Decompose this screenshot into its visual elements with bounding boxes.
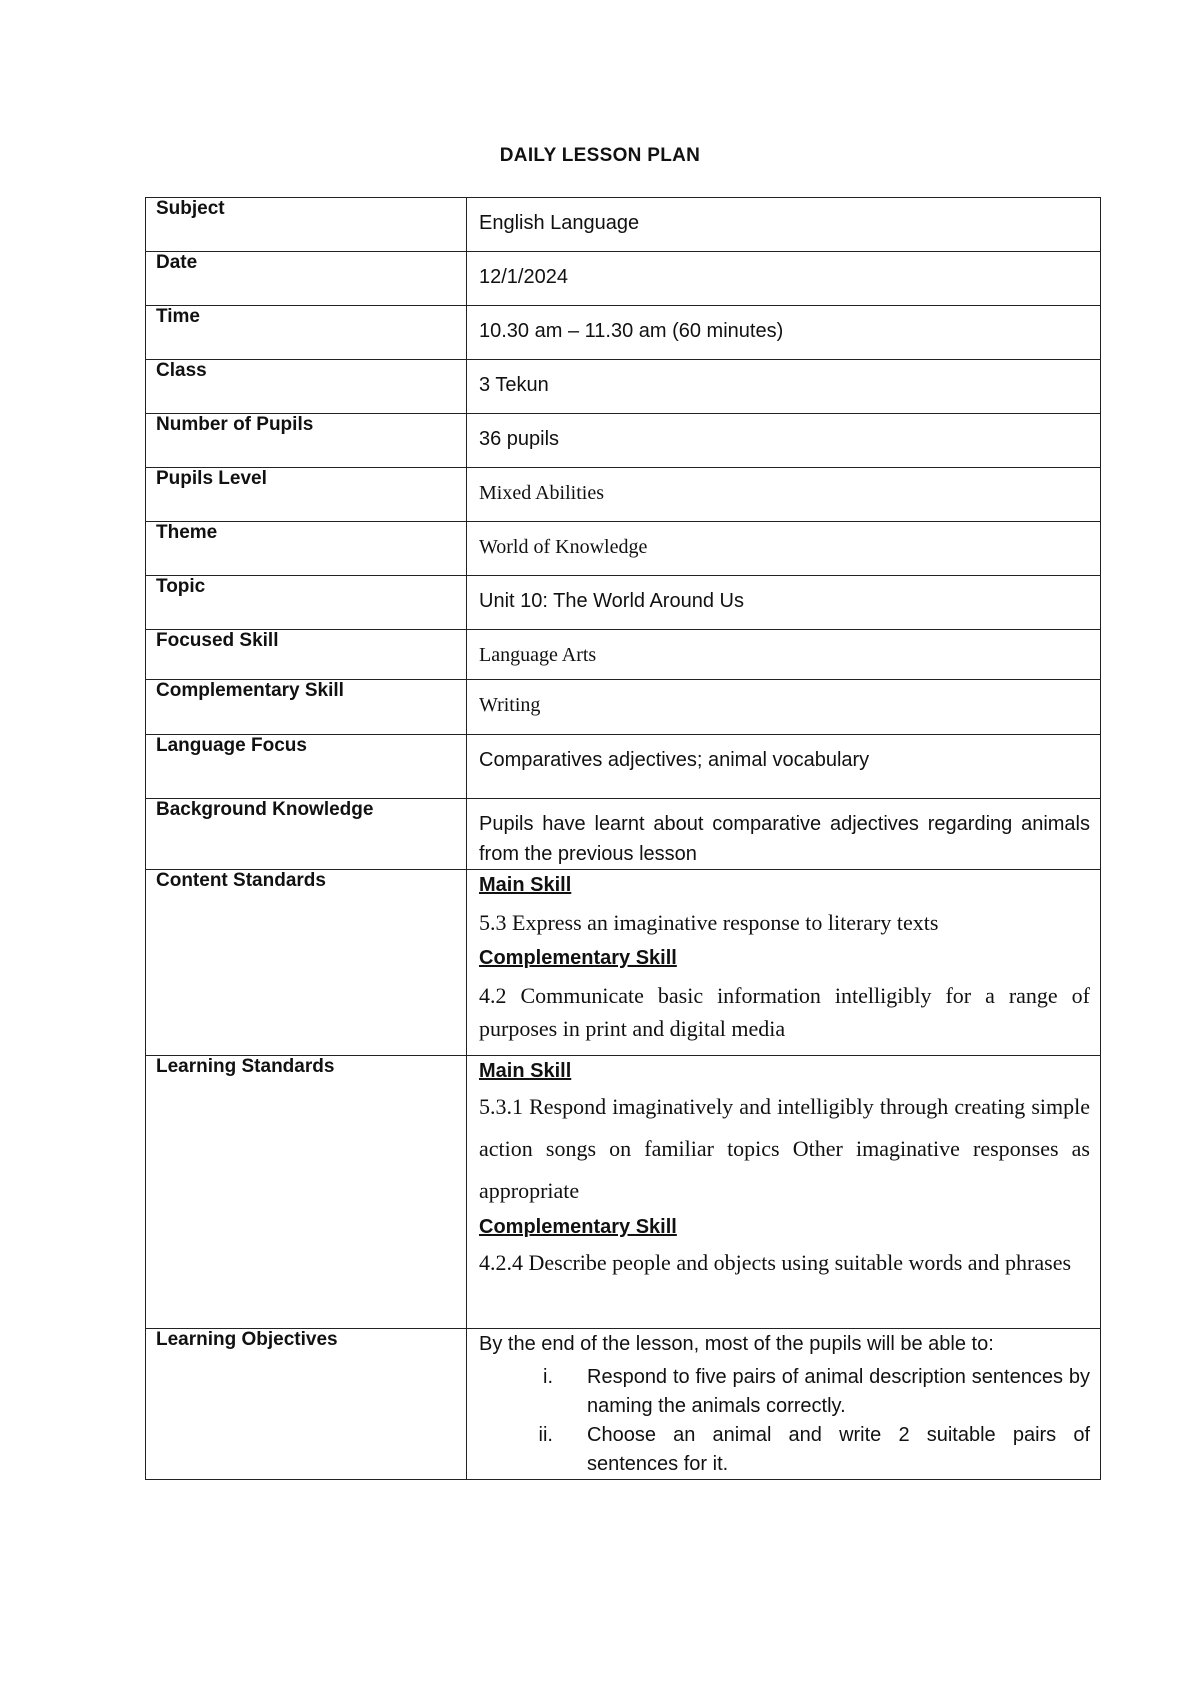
table-row (146, 522, 1101, 576)
row-label: Background Knowledge (146, 799, 467, 870)
class-value: 3 Tekun (467, 360, 1101, 414)
language-focus-value: Comparatives adjectives; animal vocabulary (467, 735, 1101, 799)
complementary-skill-value: Writing (467, 680, 1101, 735)
table-row (146, 870, 1101, 1056)
table-row (146, 799, 1101, 870)
date-value: 12/1/2024 (467, 252, 1101, 306)
learning-standard-complementary: 4.2.4 Describe people and objects using suitable words and phrases (479, 1250, 1072, 1275)
main-skill-heading: Main Skill (479, 874, 572, 896)
table-row (146, 198, 1101, 252)
table-row (146, 735, 1101, 799)
row-label: Topic (146, 576, 467, 630)
focused-skill-value: Language Arts (467, 630, 1101, 680)
row-label: Theme (146, 522, 467, 576)
background-value: Pupils have learnt about comparative adjectives regarding animals from the previous lesson (467, 799, 1101, 870)
learning-objectives-value (467, 1329, 1101, 1480)
level-value: Mixed Abilities (467, 468, 1101, 522)
row-label: Date (146, 252, 467, 306)
table-row (146, 414, 1101, 468)
complementary-skill-heading: Complementary Skill (479, 1216, 677, 1238)
learning-standard-main: 5.3.1 Respond imaginatively and intelligibly through creating simple action songs on familiar topics Other imaginative responses as appropriate (479, 1094, 1090, 1203)
row-label: Number of Pupils (146, 414, 467, 468)
row-label: Complementary Skill (146, 680, 467, 735)
pupils-value: 36 pupils (467, 414, 1101, 468)
objective-text: Respond to five pairs of animal description sentences by naming the animals correctly. (587, 1366, 1090, 1417)
lesson-plan-table (145, 197, 1101, 1480)
row-label: Learning Standards (146, 1056, 467, 1329)
subject-value: English Language (467, 198, 1101, 252)
row-label: Focused Skill (146, 630, 467, 680)
objective-number: ii. (538, 1424, 553, 1446)
theme-value: World of Knowledge (467, 522, 1101, 576)
table-row (146, 468, 1101, 522)
topic-value: Unit 10: The World Around Us (467, 576, 1101, 630)
content-standard-main: 5.3 Express an imaginative response to literary texts (479, 910, 939, 935)
table-row (146, 630, 1101, 680)
learning-standards-value (467, 1056, 1101, 1329)
objectives-list (479, 1363, 1090, 1479)
row-label: Time (146, 306, 467, 360)
objectives-intro: By the end of the lesson, most of the pupils will be able to: (479, 1333, 994, 1355)
objective-text: Choose an animal and write 2 suitable pairs of sentences for it. (587, 1424, 1090, 1475)
table-row (146, 1329, 1101, 1480)
list-item (479, 1363, 1090, 1421)
row-label: Content Standards (146, 870, 467, 1056)
row-label: Class (146, 360, 467, 414)
objective-number: i. (543, 1366, 553, 1388)
table-row (146, 360, 1101, 414)
row-label: Learning Objectives (146, 1329, 467, 1480)
page-title: DAILY LESSON PLAN (499, 145, 701, 166)
row-label: Pupils Level (146, 468, 467, 522)
time-value: 10.30 am – 11.30 am (60 minutes) (467, 306, 1101, 360)
row-label: Language Focus (146, 735, 467, 799)
main-skill-heading: Main Skill (479, 1060, 572, 1082)
row-label: Subject (146, 198, 467, 252)
table-row (146, 680, 1101, 735)
content-standards-value (467, 870, 1101, 1056)
content-standard-complementary: 4.2 Communicate basic information intelligibly for a range of purposes in print and digital media (479, 983, 1090, 1041)
table-row (146, 306, 1101, 360)
list-item (479, 1421, 1090, 1479)
table-row (146, 252, 1101, 306)
table-row (146, 576, 1101, 630)
complementary-skill-heading: Complementary Skill (479, 947, 677, 969)
table-row (146, 1056, 1101, 1329)
